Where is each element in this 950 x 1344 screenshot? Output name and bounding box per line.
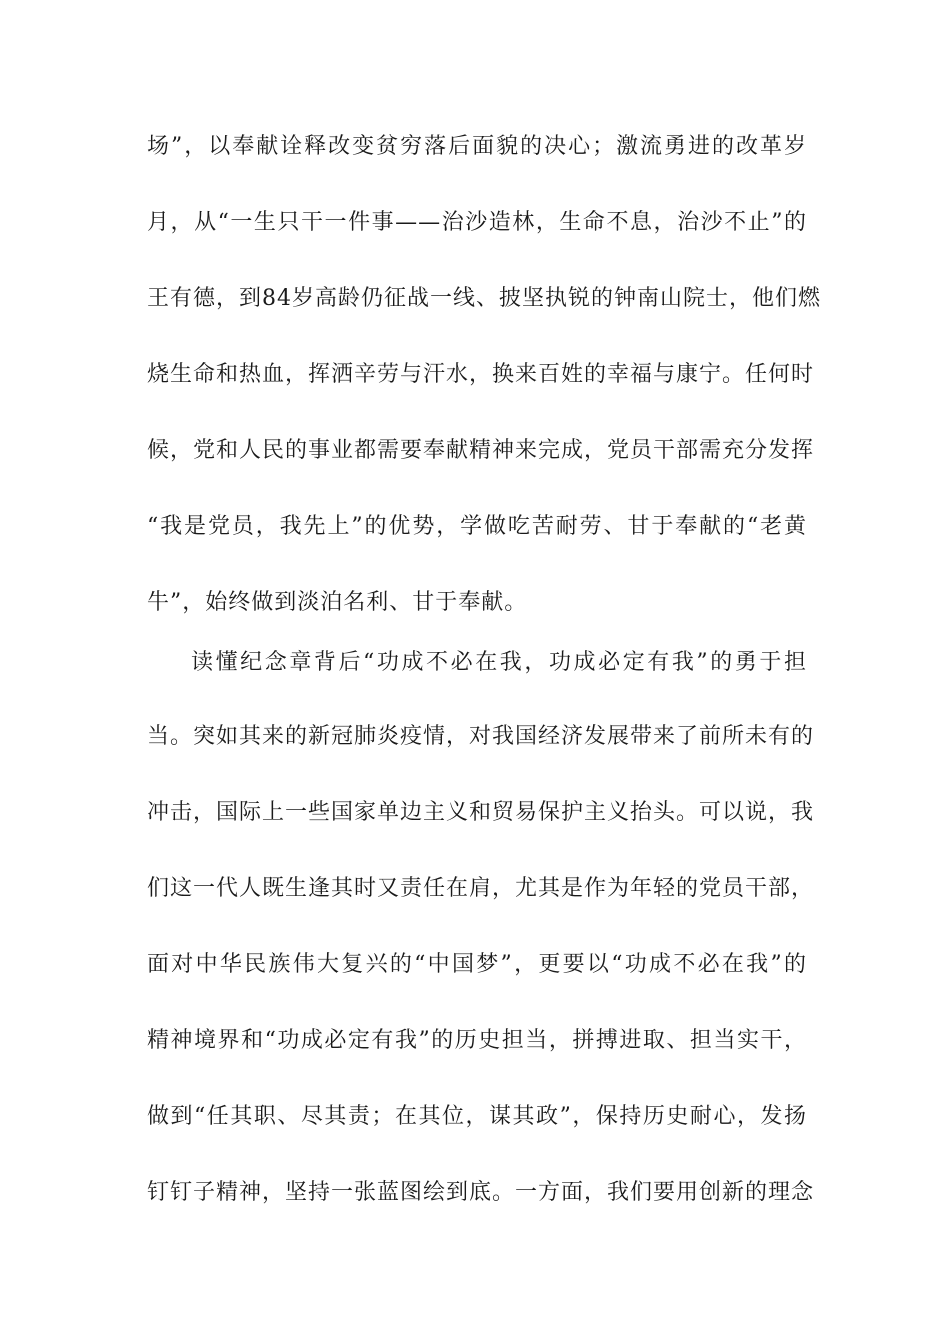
text-line: 场”，以奉献诠释改变贫穷落后面貌的决心；激流勇进的改革岁 [147,134,807,159]
text-line: 王有德，到84岁高龄仍征战一线、披坚执锐的钟南山院士，他们燃 [147,286,821,311]
text-line: 当。突如其来的新冠肺炎疫情，对我国经济发展带来了前所未有的 [147,724,815,749]
text-line: “我是党员，我先上”的优势，学做吃苦耐劳、甘于奉献的“老黄 [147,514,807,539]
text-line: 精神境界和“功成必定有我”的历史担当，拼搏进取、担当实干， [147,1028,807,1053]
text-line: 面对中华民族伟大复兴的“中国梦”，更要以“功成不必在我”的 [147,952,807,977]
text-line: 月，从“一生只干一件事——治沙造林，生命不息，治沙不止”的 [147,210,807,235]
text-line: 烧生命和热血，挥洒辛劳与汗水，换来百姓的幸福与康宁。任何时 [147,362,815,387]
text-line: 做到“任其职、尽其责；在其位，谋其政”，保持历史耐心，发扬 [147,1104,807,1129]
paragraph-start-line: 读懂纪念章背后“功成不必在我，功成必定有我”的勇于担 [191,650,807,675]
text-line: 候，党和人民的事业都需要奉献精神来完成，党员干部需充分发挥 [147,438,815,463]
paragraph-end-line: 牛”，始终做到淡泊名利、甘于奉献。 [147,590,528,615]
text-line: 钉钉子精神，坚持一张蓝图绘到底。一方面，我们要用创新的理念 [147,1180,815,1205]
text-line: 冲击，国际上一些国家单边主义和贸易保护主义抬头。可以说，我 [147,800,815,825]
text-line: 们这一代人既生逢其时又责任在肩，尤其是作为年轻的党员干部， [147,876,815,901]
